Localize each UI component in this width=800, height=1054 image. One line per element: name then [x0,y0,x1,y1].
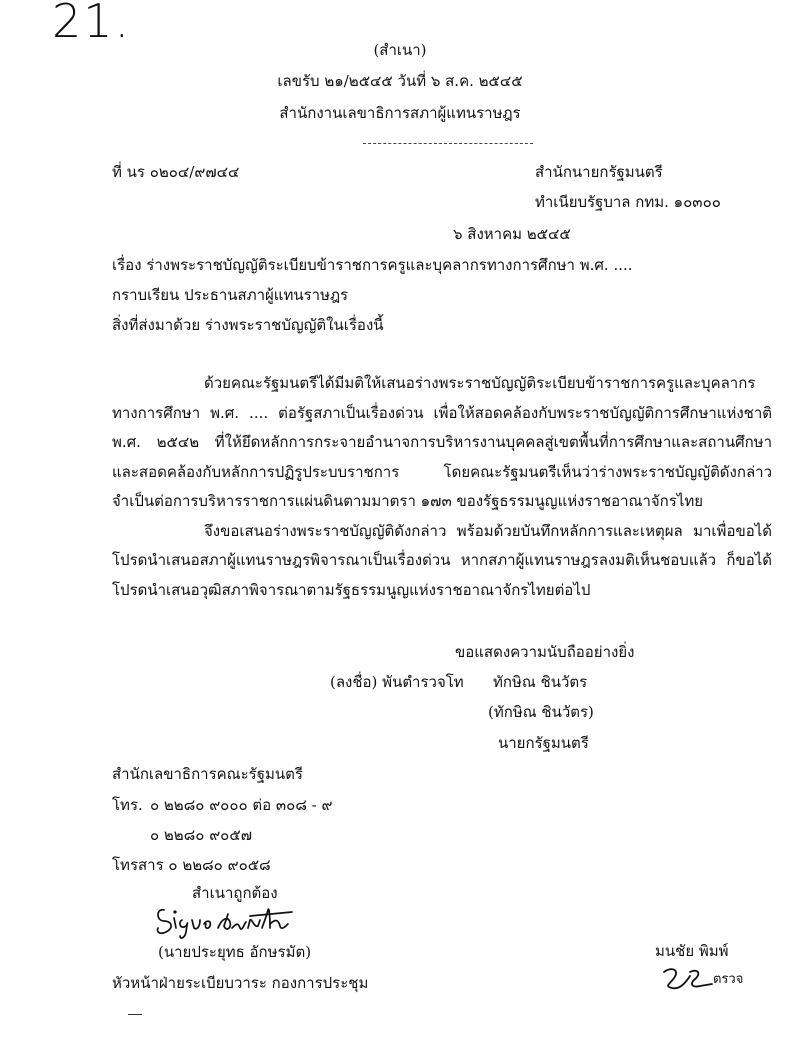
signed-prefix: (ลงชื่อ) พันตำรวจโท [330,673,464,691]
letter-body [112,369,772,605]
fax-number: โทรสาร ๐ ๒๒๘๐ ๙๐๕๘ [112,856,271,874]
certifier-name: (นายประยุทธ อักษรมัต) [158,943,312,961]
certifier-position: หัวหน้าฝ่ายระเบียบวาระ กองการประชุม [112,974,369,992]
header-divider [363,143,533,144]
checked-label: ตรวจ [713,972,744,987]
telephone-2: ๐ ๒๒๘๐ ๙๐๕๗ [150,826,252,844]
body-paragraph-2: จึงขอเสนอร่างพระราชบัญญัติดังกล่าว พร้อมด้วยบันทึกหลักการและเหตุผล มาเพื่อขอได้โปรดนำเสนอสภาผู้แทนราษฎรพิจารณาเป็นเรื่องด่วน หากสภาผู้แทนราษฎรลงมติเห็นชอบแล้ว ก็ขอได้โปรดนำเสนอวุฒิสภาพิจารณาตามรัฐธรรมนูญแห่งราชอาณาจักรไทยต่อไป [112,521,772,599]
sender-address: ทำเนียบรัฐบาล กทม. ๑๐๓๐๐ [535,193,721,211]
received-number: เลขรับ ๒๑/๒๕๔๕ วันที่ ๖ ส.ค. ๒๕๔๕ [277,72,523,90]
typed-by: มนชัย พิมพ์ [655,942,729,960]
salutation: กราบเรียน ประธานสภาผู้แทนราษฎร [112,286,349,304]
signer-position: นายกรัฐมนตรี [498,734,589,752]
sender-office: สำนักนายกรัฐมนตรี [535,163,663,181]
body-paragraph-1: ด้วยคณะรัฐมนตรีได้มีมติให้เสนอร่างพระราชบัญญัติระเบียบข้าราชการครูและบุคลากรทางการศึกษา พ.ศ. .... ต่อรัฐสภาเป็นเรื่องด่วน เพื่อให้สอดคล้องกับพระราชบัญญัติการศึกษาแห่งชาติ พ.ศ. ๒๕๔๒ ที่ให้ยึดหลักการกระจายอำนาจการบริหารงานบุคคลสู่เขตพื้นที่การศึกษาและสถานศึกษา และสอดคล้องกับหลักการปฏิรูประบบราชการ โดยคณะรัฐมนตรีเห็นว่าร่างพระราชบัญญัติดังกล่าวจำเป็นต่อการบริหารราชการแผ่นดินตามมาตรา ๑๗๓ ของรัฐธรรมนูญแห่งราชอาณาจักรไทย [112,374,772,510]
signer-name-parenthesized: (ทักษิณ ชินวัตร) [488,703,594,721]
subject-line: เรื่อง ร่างพระราชบัญญัติระเบียบข้าราชการครูและบุคลากรทางการศึกษา พ.ศ. .... [112,256,633,274]
tel-label: โทร. [112,796,143,814]
copy-label: (สำเนา) [373,41,427,59]
closing-phrase: ขอแสดงความนับถืออย่างยิ่ง [455,643,635,661]
telephone-1: ๐ ๒๒๘๐ ๙๐๐๐ ต่อ ๓๐๘ - ๙ [150,796,333,814]
signed-name: ทักษิณ ชินวัตร [493,673,588,691]
page-number: 21. [52,0,132,48]
margin-mark [128,1014,142,1015]
enclosure-line: สิ่งที่ส่งมาด้วย ร่างพระราชบัญญัติในเรื่องนี้ [112,316,384,334]
certified-copy-label: สำเนาถูกต้อง [192,884,278,902]
initials-icon [660,962,720,996]
letter-date: ๖ สิงหาคม ๒๕๔๕ [453,225,571,243]
handwritten-signature-icon [150,888,320,944]
receiving-office: สำนักงานเลขาธิการสภาผู้แทนราษฎร [279,104,521,122]
secretariat-office: สำนักเลขาธิการคณะรัฐมนตรี [112,765,303,783]
reference-number: ที่ นร ๐๒๐๔/๙๗๔๔ [112,163,240,181]
